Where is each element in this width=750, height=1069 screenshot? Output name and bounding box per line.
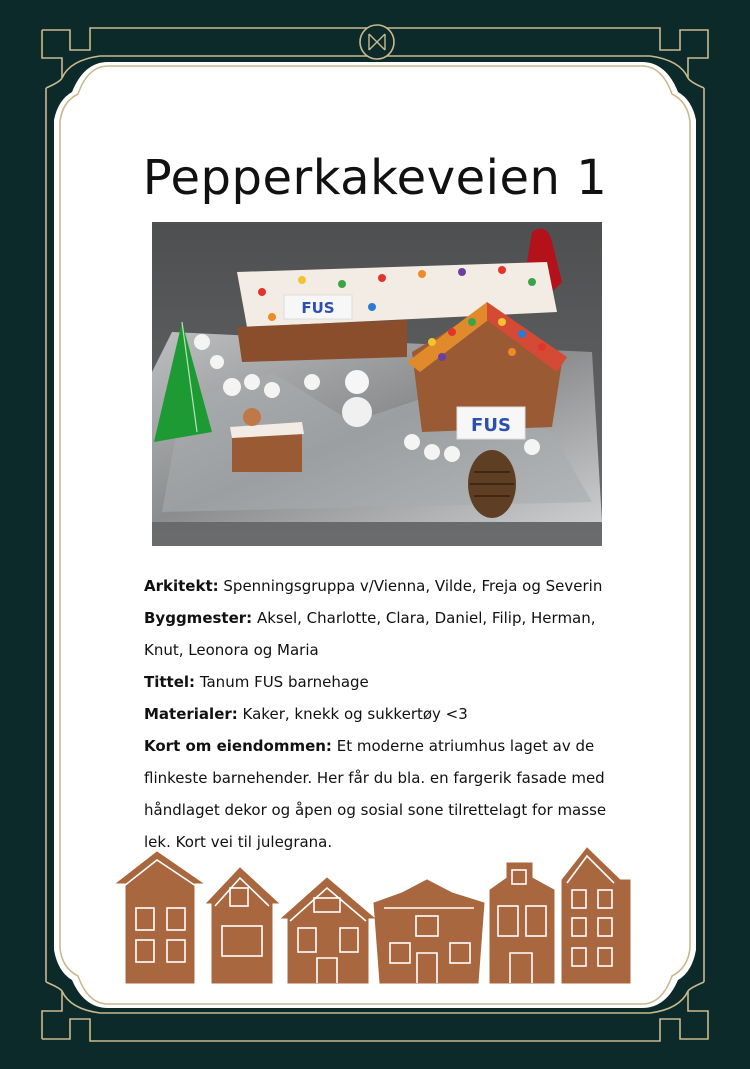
gingerbread-house-photo bbox=[152, 222, 602, 546]
title-value: Tanum FUS barnehage bbox=[199, 673, 369, 691]
title-label: Tittel: bbox=[144, 673, 196, 691]
materials-value: Kaker, knekk og sukkertøy <3 bbox=[242, 705, 468, 723]
property-info bbox=[144, 570, 624, 858]
about-value: Et moderne atriumhus laget av de flinkeste barnehender. Her får du bla. en fargerik fasade med håndlaget dekor og åpen og sosial sone tilrettelagt for masse lek. Kort vei til julegrana. bbox=[144, 737, 607, 851]
architect-label: Arkitekt: bbox=[144, 577, 219, 595]
architect-value: Spenningsgruppa v/Vienna, Vilde, Freja og Severin bbox=[223, 577, 603, 595]
monogram-emblem-icon bbox=[360, 25, 394, 59]
materials-label: Materialer: bbox=[144, 705, 238, 723]
builder-value: Aksel, Charlotte, Clara, Daniel, Filip, Herman, Knut, Leonora og Maria bbox=[144, 609, 596, 659]
gingerbread-houses-icon bbox=[112, 828, 642, 988]
builder-label: Byggmester: bbox=[144, 609, 253, 627]
photo-sign-left: FUS bbox=[301, 299, 335, 317]
page-title: Pepperkakeveien 1 bbox=[142, 150, 608, 206]
materials-line bbox=[144, 698, 624, 730]
photo-sign-right: FUS bbox=[471, 415, 511, 436]
about-label: Kort om eiendommen: bbox=[144, 737, 332, 755]
title-line bbox=[144, 666, 624, 698]
builder-line bbox=[144, 602, 624, 666]
architect-line bbox=[144, 570, 624, 602]
